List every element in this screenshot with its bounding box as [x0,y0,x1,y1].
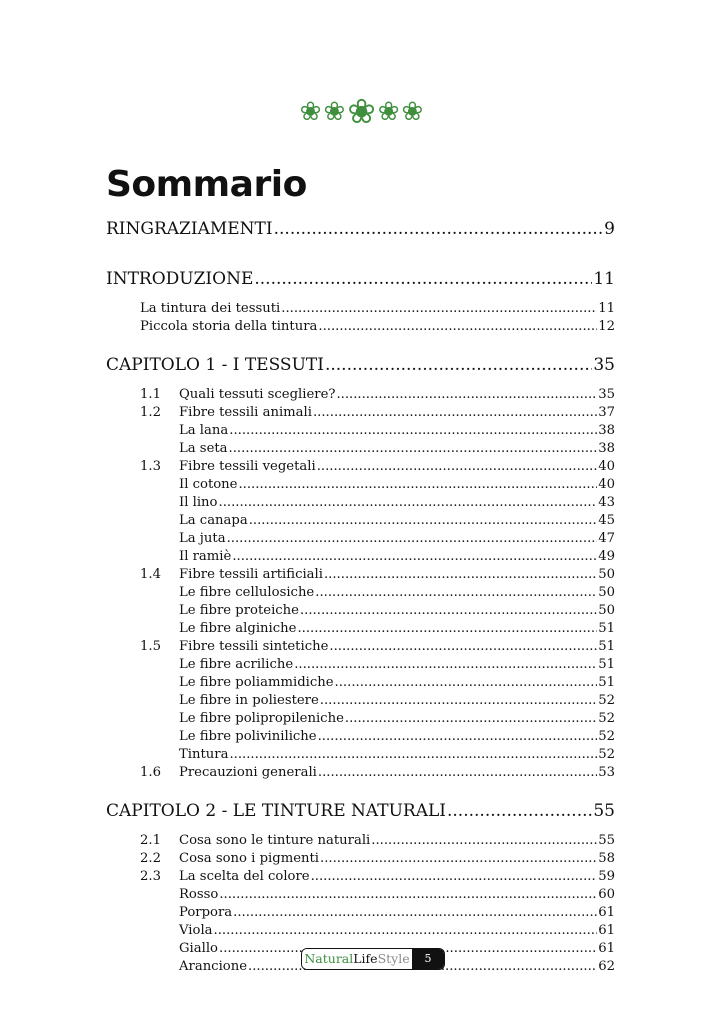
section-title: Le fibre poliammidiche [179,675,334,690]
page-title: Sommario [106,164,307,205]
section-title: Fibre tessili vegetali [179,459,316,474]
section-title: Tintura [179,747,229,762]
dot-leader [318,318,597,336]
dot-leader [329,638,597,656]
toc-item[interactable] [106,440,615,458]
page-ref: 61 [598,941,615,956]
toc-item[interactable] [106,318,615,336]
toc-item[interactable] [106,832,615,850]
dot-leader [336,386,597,404]
page-ref: 50 [598,585,615,600]
section-number: 1.5 [140,639,161,654]
dot-leader [335,674,598,692]
toc-item[interactable] [106,922,615,940]
toc-item[interactable] [106,728,615,746]
section-title: Precauzioni generali [179,765,317,780]
toc-item[interactable] [106,850,615,868]
section-title: Piccola storia della tintura [140,319,318,334]
section-number: 2.1 [140,833,161,848]
page-ref: 61 [598,905,615,920]
section-number: 1.3 [140,459,161,474]
section-title: Cosa sono le tinture naturali [179,833,371,848]
page-ref: 35 [598,387,615,402]
chapter-title: CAPITOLO 2 - LE TINTURE NATURALI [106,801,446,821]
toc-item[interactable] [106,404,615,422]
page-ref: 37 [598,405,615,420]
dot-leader [297,620,597,638]
section-title: Il lino [179,495,218,510]
dot-leader [281,300,597,318]
page-ref: 40 [598,459,615,474]
toc-item[interactable] [106,566,615,584]
dot-leader [249,512,597,530]
footer-badge [301,948,445,970]
section-title: Rosso [179,887,219,902]
toc-item[interactable] [106,620,615,638]
chapter-title: RINGRAZIAMENTI [106,219,273,239]
toc-item[interactable] [106,512,615,530]
toc-item[interactable] [106,422,615,440]
page-ref: 43 [598,495,615,510]
section-title: Le fibre alginiche [179,621,297,636]
dot-leader [219,886,597,904]
toc-item[interactable] [106,886,615,904]
page-ref: 35 [593,355,615,375]
section-title: Arancione [179,959,248,974]
section-title: Le fibre proteiche [179,603,299,618]
page-ref: 53 [598,765,615,780]
section-title: La tintura dei tessuti [140,301,281,316]
toc-item[interactable] [106,548,615,566]
toc-item[interactable] [106,710,615,728]
dot-leader [229,422,597,440]
page-ref: 52 [598,747,615,762]
section-spacer [106,250,615,264]
page-ref: 45 [598,513,615,528]
flower-icon: ❀ [299,97,324,127]
dot-leader [238,476,597,494]
page-ref: 58 [598,851,615,866]
chapter-title: INTRODUZIONE [106,269,254,289]
section-title: Fibre tessili sintetiche [179,639,329,654]
dot-leader [325,350,592,380]
page-ref: 60 [598,887,615,902]
section-spacer [106,336,615,350]
toc-item[interactable] [106,602,615,620]
section-number: 1.4 [140,567,161,582]
toc-item[interactable] [106,868,615,886]
page-ref: 51 [598,657,615,672]
page-ref: 52 [598,729,615,744]
section-spacer [106,782,615,796]
dot-leader [233,904,597,922]
page-ref: 38 [598,423,615,438]
page-ref: 51 [598,621,615,636]
dot-leader [371,832,597,850]
section-title: Cosa sono i pigmenti [179,851,320,866]
flower-icon: ❀ [323,97,348,127]
brand-style: Style [377,951,410,966]
section-title: Le fibre polipropileniche [179,711,344,726]
dot-leader [274,214,604,244]
page-ref: 52 [598,711,615,726]
page-ref: 40 [598,477,615,492]
toc-item[interactable] [106,764,615,782]
dot-leader [229,440,598,458]
section-title: Quali tessuti scegliere? [179,387,336,402]
page-ref: 61 [598,923,615,938]
page-ref: 11 [598,301,615,316]
dot-leader [229,746,597,764]
toc-chapter[interactable] [106,264,615,300]
page-ref: 52 [598,693,615,708]
page-ref: 51 [598,639,615,654]
toc-chapter[interactable] [106,796,615,832]
dot-leader [219,494,598,512]
dot-leader [324,566,597,584]
toc-item[interactable] [106,530,615,548]
toc-item[interactable] [106,746,615,764]
page-ref: 50 [598,603,615,618]
brand-life: Life [353,951,378,966]
section-title: Fibre tessili animali [179,405,312,420]
section-title: Il ramiè [179,549,232,564]
section-title: Fibre tessili artificiali [179,567,323,582]
toc-item[interactable] [106,692,615,710]
dot-leader [214,922,598,940]
brand-natural: Natural [304,951,354,966]
toc-item[interactable] [106,300,615,318]
dot-leader [254,264,592,294]
section-title: Porpora [179,905,233,920]
brand-logo [302,949,412,969]
page-ref: 47 [598,531,615,546]
section-title: La juta [179,531,226,546]
section-title: La lana [179,423,229,438]
section-title: Le fibre cellulosiche [179,585,315,600]
chapter-title: CAPITOLO 1 - I TESSUTI [106,355,324,375]
section-title: Le fibre poliviniliche [179,729,317,744]
dot-leader [311,868,598,886]
page-ref: 38 [598,441,615,456]
dot-leader [318,764,597,782]
toc-item[interactable] [106,386,615,404]
dot-leader [447,796,592,826]
page-ref: 51 [598,675,615,690]
section-title: Giallo [179,941,218,956]
toc-item[interactable] [106,674,615,692]
toc-item[interactable] [106,494,615,512]
page-ref: 11 [593,269,615,289]
dot-leader [318,728,598,746]
dot-leader [320,850,597,868]
page-ref: 49 [598,549,615,564]
section-title: Viola [179,923,213,938]
toc-item[interactable] [106,656,615,674]
section-number: 2.3 [140,869,161,884]
section-title: Le fibre in poliestere [179,693,319,708]
dot-leader [315,584,597,602]
flower-icon: ❀ [347,92,378,132]
section-title: La scelta del colore [179,869,310,884]
dot-leader [232,548,597,566]
table-of-contents [106,214,615,976]
toc-item[interactable] [106,476,615,494]
page-ref: 55 [593,801,615,821]
dot-leader [317,458,598,476]
section-number: 1.1 [140,387,161,402]
dot-leader [320,692,597,710]
section-title: Le fibre acriliche [179,657,294,672]
dot-leader [300,602,597,620]
dot-leader [227,530,598,548]
section-title: La canapa [179,513,248,528]
section-title: La seta [179,441,228,456]
toc-item[interactable] [106,584,615,602]
dot-leader [294,656,597,674]
page-ref: 55 [598,833,615,848]
section-number: 1.2 [140,405,161,420]
toc-chapter[interactable] [106,350,615,386]
toc-item[interactable] [106,638,615,656]
page-ref: 12 [598,319,615,334]
toc-item[interactable] [106,458,615,476]
dot-leader [313,404,597,422]
flower-icon: ❀ [377,97,402,127]
page-ref: 9 [604,219,615,239]
section-number: 1.6 [140,765,161,780]
page-ref: 62 [598,959,615,974]
flower-icon: ❀ [401,97,426,127]
dot-leader [345,710,597,728]
section-number: 2.2 [140,851,161,866]
page-ref: 59 [598,869,615,884]
page-ref: 50 [598,567,615,582]
page-number: 5 [412,949,444,969]
toc-chapter[interactable] [106,214,615,250]
section-title: Il cotone [179,477,238,492]
toc-item[interactable] [106,904,615,922]
flower-ornament [0,92,725,132]
